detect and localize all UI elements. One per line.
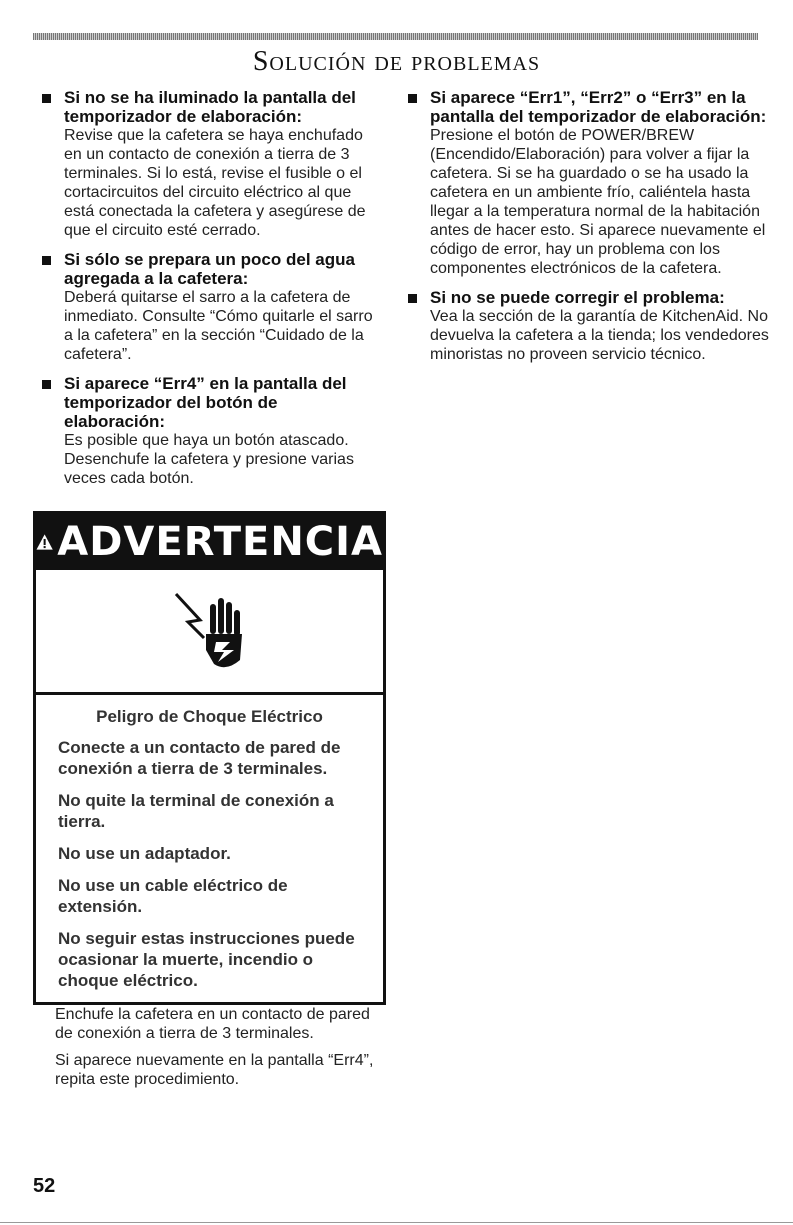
item-heading: Si sólo se prepara un poco del agua agregada a la cafetera: bbox=[64, 250, 355, 288]
electric-shock-hand-icon bbox=[170, 586, 250, 676]
left-column bbox=[40, 88, 380, 498]
item-body: Es posible que haya un botón atascado. Desenchufe la cafetera y presione varias veces cada botón. bbox=[64, 432, 354, 487]
troubleshoot-item bbox=[40, 250, 380, 364]
page-number: 52 bbox=[33, 1175, 56, 1197]
warning-box bbox=[33, 511, 386, 1005]
warning-line: Conecte a un contacto de pared de conexión a tierra de 3 terminales. bbox=[58, 738, 341, 778]
bullet-icon bbox=[408, 94, 417, 103]
hazard-title: Peligro de Choque Eléctrico bbox=[96, 707, 323, 726]
after-warning-text bbox=[55, 1005, 385, 1097]
bullet-icon bbox=[42, 380, 51, 389]
right-column bbox=[406, 88, 771, 374]
troubleshoot-item bbox=[40, 374, 380, 488]
warning-line: No use un adaptador. bbox=[58, 844, 231, 863]
instruction-paragraph: Enchufe la cafetera en un contacto de pared de conexión a tierra de 3 terminales. bbox=[55, 1006, 370, 1042]
page-title: Solución de problemas bbox=[252, 46, 541, 77]
item-heading: Si no se ha iluminado la pantalla del temporizador de elaboración: bbox=[64, 88, 356, 126]
hazard-symbol-area bbox=[36, 570, 383, 695]
alert-triangle-icon bbox=[36, 526, 53, 558]
warning-line: No seguir estas instrucciones puede ocasionar la muerte, incendio o choque eléctrico. bbox=[58, 929, 355, 990]
item-body: Deberá quitarse el sarro a la cafetera de inmediato. Consulte “Cómo quitarle el sarro a la cafetera” en la sección “Cuidado de la cafetera”. bbox=[64, 289, 373, 363]
warning-header-text: ADVERTENCIA bbox=[57, 519, 383, 565]
warning-line: No use un cable eléctrico de extensión. bbox=[58, 876, 288, 916]
bottom-rule bbox=[0, 1222, 793, 1223]
bullet-icon bbox=[408, 294, 417, 303]
item-body: Presione el botón de POWER/BREW (Encendido/Elaboración) para volver a fijar la cafetera. Si se ha guardado o se ha usado la cafetera en un ambiente frío, caliéntela hasta llegar a la temperatura normal de la habitación antes de hacer esto. Si aparece nuevamente el código de error, hay un problema con los componentes electrónicos de la cafetera. bbox=[430, 127, 766, 277]
warning-header bbox=[36, 514, 383, 570]
troubleshoot-item bbox=[406, 88, 771, 278]
item-heading: Si no se puede corregir el problema: bbox=[430, 288, 725, 307]
item-heading: Si aparece “Err4” en la pantalla del temporizador del botón de elaboración: bbox=[64, 374, 347, 431]
item-body: Vea la sección de la garantía de KitchenAid. No devuelva la cafetera a la tienda; los vendedores minoristas no proveen servicio técnico. bbox=[430, 308, 769, 363]
top-decorative-rule bbox=[33, 33, 758, 40]
item-heading: Si aparece “Err1”, “Err2” o “Err3” en la pantalla del temporizador de elaboración: bbox=[430, 88, 767, 126]
item-body: Revise que la cafetera se haya enchufado en un contacto de conexión a tierra de 3 terminales. Si lo está, revise el fusible o el cortacircuitos del circuito eléctrico al que está conectada la cafetera y asegúrese de que el circuito esté cerrado. bbox=[64, 127, 366, 239]
warning-body bbox=[36, 695, 383, 991]
instruction-paragraph: Si aparece nuevamente en la pantalla “Err4”, repita este procedimiento. bbox=[55, 1052, 374, 1088]
troubleshoot-item bbox=[40, 88, 380, 240]
troubleshoot-item bbox=[406, 288, 771, 364]
bullet-icon bbox=[42, 256, 51, 265]
bullet-icon bbox=[42, 94, 51, 103]
warning-line: No quite la terminal de conexión a tierra. bbox=[58, 791, 334, 831]
